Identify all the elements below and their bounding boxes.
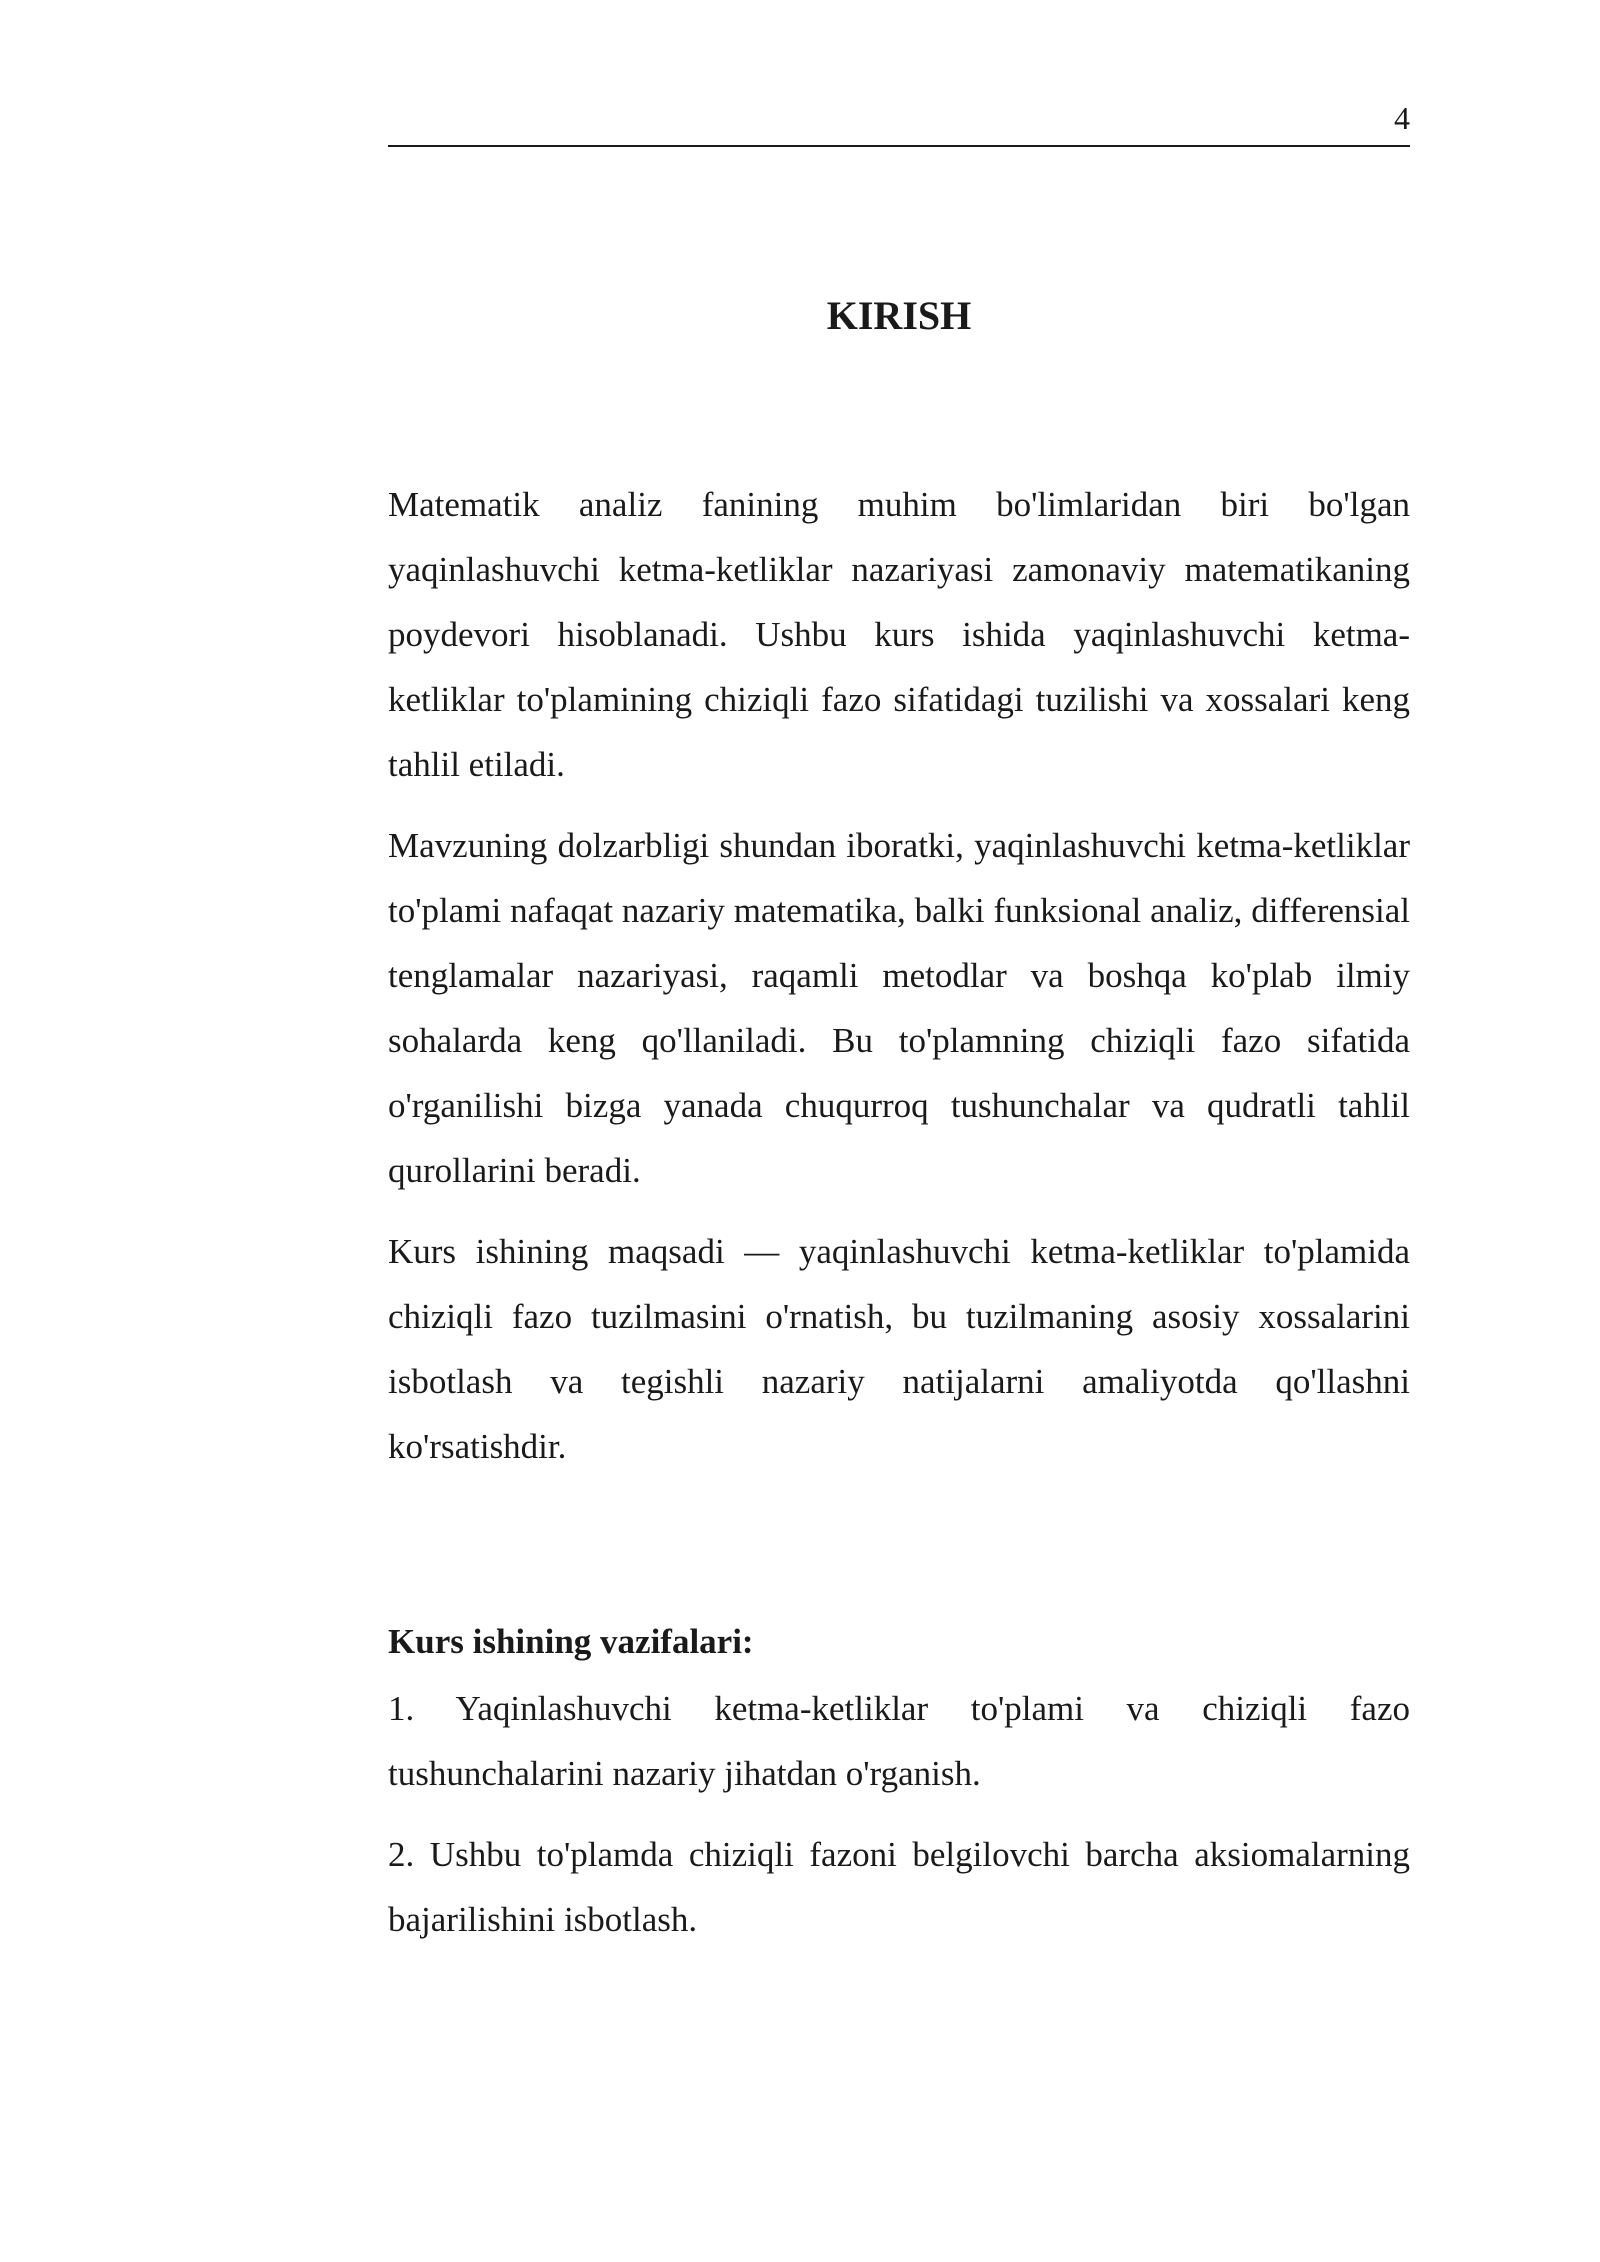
document-body — [388, 286, 1410, 1968]
document-title: KIRISH — [826, 293, 972, 338]
page-number: 4 — [1394, 100, 1410, 136]
paragraph-relevance: Mavzuning dolzarbligi shundan iboratki, yaqinlashuvchi ketma-ketliklar to'plami nafaqat nazariy matematika, balki funksional analiz, differensial tenglamalar nazariyasi, raqamli metodlar va boshqa ko'plab ilmiy sohalarda keng qo'llaniladi. Bu to'plamning chiziqli fazo sifatida o'rganilishi bizga yanada chuqurroq tushunchalar va qudratli tahlil qurollarini beradi. — [388, 826, 1410, 1190]
paragraph-goal: Kurs ishining maqsadi — yaqinlashuvchi ketma-ketliklar to'plamida chiziqli fazo tuzilmasini o'rnatish, bu tuzilmaning asosiy xossalarini isbotlash va tegishli nazariy natijalarni amaliyotda qo'llashni ko'rsatishdir. — [388, 1232, 1410, 1466]
header-rule — [388, 145, 1410, 147]
paragraph-intro: Matematik analiz fanining muhim bo'limlaridan biri bo'lgan yaqinlashuvchi ketma-ketliklar nazariyasi zamonaviy matematikaning poydevori hisoblanadi. Ushbu kurs ishida yaqinlashuvchi ketma-ketliklar to'plamining chiziqli fazo sifatidagi tuzilishi va xossalari keng tahlil etiladi. — [388, 485, 1410, 784]
task-item-2: 2. Ushbu to'plamda chiziqli fazoni belgilovchi barcha aksiomalarning bajarilishini isbotlash. — [388, 1835, 1410, 1939]
tasks-heading: Kurs ishining vazifalari: — [388, 1622, 754, 1661]
task-item-1: 1. Yaqinlashuvchi ketma-ketliklar to'plami va chiziqli fazo tushunchalarini nazariy jihatdan o'rganish. — [388, 1689, 1410, 1793]
